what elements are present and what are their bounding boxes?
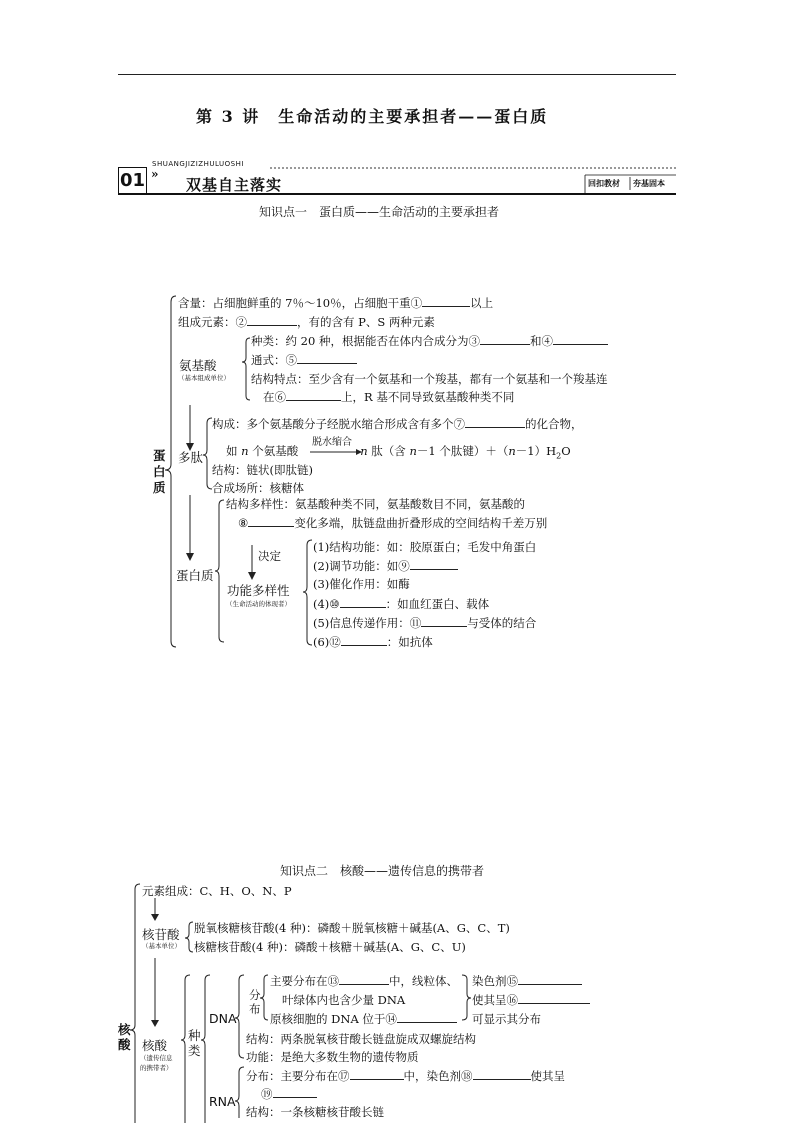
kp2-root-label: 核酸 xyxy=(118,1022,131,1052)
function-diversity-note: （生命活动的体现者） xyxy=(226,600,291,608)
section-number: 01 xyxy=(118,167,147,195)
kp1-heading: 知识点一 蛋白质——生命活动的主要承担者 xyxy=(259,205,500,219)
dna-structure-line: 结构：两条脱氧核苷酸长链盘旋成双螺旋结构 xyxy=(246,1032,476,1046)
kp1-root-label: 蛋白质 xyxy=(153,448,166,495)
dna-dist-line-2: 叶绿体内也含少量 DNA xyxy=(282,993,406,1007)
protein-label: 蛋白质 xyxy=(176,568,214,583)
function-item-6: (6)⑫ ：如抗体 xyxy=(313,635,433,649)
amino-acid-note: （基本组成单位） xyxy=(178,374,230,382)
kp1-content-line: 含量：占细胞鲜重的 7％～10％，占细胞干重① 以上 xyxy=(178,296,494,310)
distribution-label: 分布 xyxy=(249,988,261,1016)
element-line: 元素组成：C、H、O、N、P xyxy=(142,884,292,898)
aa-formula-line: 通式：⑤ xyxy=(251,353,357,367)
nucleic-acid-label: 核酸 xyxy=(142,1038,168,1053)
nucleotide-label: 核苷酸 xyxy=(142,927,180,942)
polypeptide-site-line: 合成场所：核糖体 xyxy=(212,481,304,495)
dna-dist-line-3: 原核细胞的 DNA 位于⑭ xyxy=(270,1012,457,1026)
rna-structure-line: 结构：一条核糖核苷酸长链 xyxy=(246,1105,384,1119)
kind-label: 种类 xyxy=(188,1028,201,1058)
section-tag-right: 夯基固本 xyxy=(633,179,665,188)
dna-function-line: 功能：是绝大多数生物的遗传物质 xyxy=(246,1050,419,1064)
page-title: 第 3 讲 生命活动的主要承担者——蛋白质 xyxy=(196,107,549,126)
stain-line-1: 染色剂⑮ xyxy=(472,974,582,988)
rna-label: RNA xyxy=(209,1094,236,1109)
nucleic-acid-note-2: 的携带者） xyxy=(140,1064,173,1072)
polypeptide-structure-line: 结构：链状(即肽链) xyxy=(212,463,313,477)
rna-dist-line-2: ⑲ xyxy=(261,1087,317,1101)
aa-structure-line: 结构特点：至少含有一个氨基和一个羧基，都有一个氨基和一个羧基连 xyxy=(251,372,608,386)
polypeptide-label: 多肽 xyxy=(178,450,204,465)
stain-line-2: 使其呈⑯ xyxy=(472,993,590,1007)
dna-dist-line-1: 主要分布在⑬ 中，线粒体、 xyxy=(270,974,458,988)
section-arrow: » xyxy=(151,167,159,181)
structure-diversity-line: 结构多样性：氨基酸种类不同，氨基酸数目不同，氨基酸的 xyxy=(226,497,525,511)
function-diversity-label: 功能多样性 xyxy=(227,583,290,598)
section-title: 双基自主落实 xyxy=(186,176,283,194)
stain-line-3: 可显示其分布 xyxy=(472,1012,541,1026)
polypeptide-form-line: 构成：多个氨基酸分子经脱水缩合形成含有多个⑦ 的化合物， xyxy=(212,417,583,431)
section-pinyin: SHUANGJIZIZHULUOSHI xyxy=(152,160,244,168)
decide-label: 决定 xyxy=(258,549,281,563)
section-tag-left: 回扣教材 xyxy=(588,179,620,188)
function-item-4: (4)⑩ ：如血红蛋白、载体 xyxy=(313,597,490,611)
function-item-1: (1)结构功能：如：胶原蛋白；毛发中角蛋白 xyxy=(313,540,537,554)
function-item-5: (5)信息传递作用：⑪ 与受体的结合 xyxy=(313,616,537,630)
dna-label: DNA xyxy=(209,1011,237,1026)
function-item-2: (2)调节功能：如⑨ xyxy=(313,559,458,573)
dehydration-label: 脱水缩合 xyxy=(312,437,352,448)
amino-acid-label: 氨基酸 xyxy=(179,358,217,373)
function-item-3: (3)催化作用：如酶 xyxy=(313,577,410,591)
kp2-heading: 知识点二 核酸——遗传信息的携带者 xyxy=(280,864,485,878)
polypeptide-reaction-line: 如 n 个氨基酸 n 肽（含 n－1 个肽键）$+(n-1)H_2O$ xyxy=(226,444,571,461)
structure-diversity-line-2: ⑧ 变化多端，肽链盘曲折叠形成的空间结构千差万别 xyxy=(238,516,548,530)
aa-types-line: 种类：约 20 种，根据能否在体内合成分为③ 和④ xyxy=(251,334,608,348)
nucleic-acid-note-1: （遗传信息 xyxy=(140,1054,173,1062)
deoxy-nucleotide-line: 脱氧核糖核苷酸(4 种)：磷酸＋脱氧核糖＋碱基(A、G、C、T) xyxy=(194,921,510,935)
ribo-nucleotide-line: 核糖核苷酸(4 种)：磷酸＋核糖＋碱基(A、G、C、U) xyxy=(194,940,466,954)
kp1-elements-line: 组成元素：② ，有的含有 P、S 两种元素 xyxy=(178,315,435,329)
rna-dist-line: 分布：主要分布在⑰ 中，染色剂⑱ 使其呈 xyxy=(246,1069,565,1083)
nucleotide-note: （基本单位） xyxy=(142,942,181,950)
aa-structure-line-2: 在⑥ 上，R 基不同导致氨基酸种类不同 xyxy=(263,390,515,404)
